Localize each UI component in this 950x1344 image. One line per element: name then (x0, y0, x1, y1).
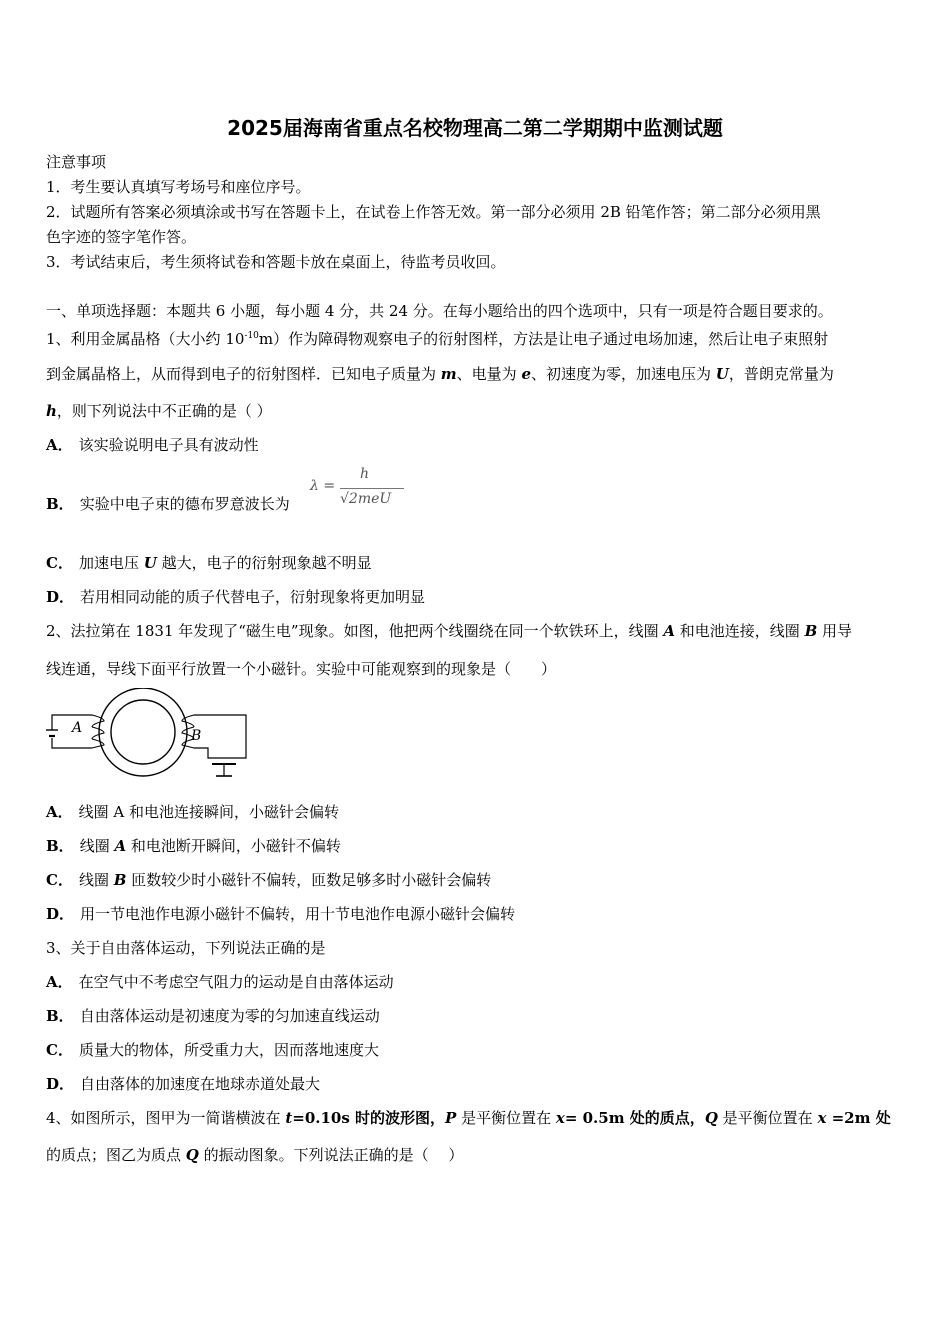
q3-option-d[interactable] (46, 1074, 320, 1094)
var-h: h (46, 402, 57, 420)
var-B: B (113, 871, 127, 889)
notice-item-1: 1．考生要认真填写考场号和座位序号。 (46, 178, 311, 196)
q3-option-b[interactable] (46, 1006, 380, 1026)
q4-stem-line2 (46, 1145, 463, 1165)
var-x: x (817, 1109, 827, 1127)
notice-item-2-cont: 色字迹的签字笔作答。 (46, 228, 197, 246)
wire-b-bottom (194, 748, 230, 758)
var-e: e (521, 365, 531, 383)
option-key: A． (46, 803, 73, 821)
q1-text: m）作为障碍物观察电子的衍射图样，方法是让电子通过电场加速，然后让电子束照射 (258, 330, 829, 348)
q1-stem-line3 (46, 401, 272, 421)
notice-item-3: 3．考试结束后，考生须将试卷和答题卡放在桌面上，待监考员收回。 (46, 253, 506, 271)
option-text: 自由落体运动是初速度为零的匀加速直线运动 (79, 1007, 380, 1025)
q2-option-d[interactable] (46, 904, 515, 924)
notice-item-2: 2．试题所有答案必须填涂或书写在答题卡上，在试卷上作答无效。第一部分必须用 2B 铅笔作答；第二部分必须用黑 (46, 203, 821, 221)
q1-option-a[interactable] (46, 435, 259, 455)
coil-b-label: B (191, 728, 202, 744)
var-Q: Q (185, 1146, 199, 1164)
option-text: 质量大的物体，所受重力大，因而落地速度大 (78, 1041, 379, 1059)
section-heading: 一、单项选择题：本题共 6 小题，每小题 4 分，共 24 分。在每小题给出的四个选项中，只有一项是符合题目要求的。 (46, 302, 833, 320)
var-t: t (285, 1109, 293, 1127)
option-key: C． (46, 871, 73, 889)
option-text: 线圈 A 和电池连接瞬间，小磁针会偏转 (78, 803, 340, 821)
option-key: B． (46, 837, 74, 855)
option-key: C． (46, 554, 73, 572)
q1-exponent: -10 (244, 331, 259, 341)
q4-text: = 0.5m 处的质点， (564, 1109, 705, 1127)
var-A: A (114, 837, 127, 855)
option-key: C． (46, 1041, 73, 1059)
wire-b-right (194, 715, 246, 758)
wavelength-formula (310, 466, 410, 516)
q1-option-d[interactable] (46, 587, 425, 607)
option-key: B． (46, 1007, 74, 1025)
option-text: 在空气中不考虑空气阻力的运动是自由落体运动 (78, 973, 394, 991)
q2-text: 2、法拉第在 1831 年发现了“磁生电”现象。如图，他把两个线圈绕在同一个软铁环上，线圈 (46, 622, 664, 640)
q4-text: 的质点；图乙为质点 (46, 1146, 186, 1164)
iron-ring-inner (111, 700, 175, 764)
q1-text: 、电量为 (456, 365, 522, 383)
option-text: 自由落体的加速度在地球赤道处最大 (80, 1075, 321, 1093)
var-x: x (555, 1109, 565, 1127)
q2-stem-line2: 线连通，导线下面平行放置一个小磁针。实验中可能观察到的现象是（ ） (46, 660, 557, 678)
option-text: 匝数较少时小磁针不偏转，匝数足够多时小磁针会偏转 (126, 871, 492, 889)
var-Q: Q (704, 1109, 718, 1127)
q2-text: 用导 (817, 622, 853, 640)
coil-a-label: A (72, 720, 83, 736)
option-text: 线圈 (78, 871, 114, 889)
option-key: D． (46, 588, 75, 606)
q1-stem-line1 (46, 326, 828, 349)
faraday-ring-diagram (44, 688, 254, 784)
q1-text: ，普朗克常量为 (728, 365, 834, 383)
q2-text: 和电池连接，线圈 (675, 622, 805, 640)
option-text: 用一节电池作电源小磁针不偏转，用十节电池作电源小磁针会偏转 (80, 905, 516, 923)
var-U: U (715, 365, 729, 383)
q1-text: 1、利用金属晶格（大小约 10 (46, 330, 245, 348)
var-B: B (804, 622, 818, 640)
option-text: 越大，电子的衍射现象越不明显 (156, 554, 372, 572)
wire-a-bottom (52, 738, 92, 748)
option-key: B． (46, 495, 74, 513)
q2-option-b[interactable] (46, 836, 341, 856)
q4-text: 的振动图象。下列说法正确的是（ ） (198, 1146, 464, 1164)
q2-stem-line1 (46, 621, 852, 641)
q4-text: 4、如图所示，图甲为一简谐横波在 (46, 1109, 286, 1127)
option-key: A． (46, 973, 73, 991)
page-title: 2025届海南省重点名校物理高二第二学期期中监测试题 (227, 116, 723, 140)
q1-text: 到金属晶格上，从而得到电子的衍射图样．已知电子质量为 (46, 365, 441, 383)
q1-stem-line2 (46, 364, 834, 384)
option-text: 线圈 (79, 837, 115, 855)
var-P: P (445, 1109, 457, 1127)
notice-heading: 注意事项 (46, 153, 107, 171)
q1-text: ，则下列说法中不正确的是（ ） (56, 402, 272, 420)
q4-text: =2m 处 (826, 1109, 891, 1127)
coil-a-windings (92, 715, 104, 748)
iron-ring-outer (99, 688, 187, 776)
option-text: 若用相同动能的质子代替电子，衍射现象将更加明显 (80, 588, 426, 606)
option-key: A． (46, 436, 73, 454)
q1-option-b[interactable] (46, 494, 290, 514)
formula-lhs: λ = (310, 478, 336, 494)
option-text: 实验中电子束的德布罗意波长为 (79, 495, 290, 513)
var-A: A (663, 622, 676, 640)
q1-text: 、初速度为零，加速电压为 (530, 365, 716, 383)
var-U: U (143, 554, 157, 572)
formula-numerator: h (360, 466, 370, 482)
option-key: D． (46, 905, 75, 923)
q2-option-a[interactable] (46, 802, 339, 822)
q1-option-c[interactable] (46, 553, 372, 573)
option-key: D． (46, 1075, 75, 1093)
option-text: 加速电压 (78, 554, 144, 572)
q3-option-a[interactable] (46, 972, 394, 992)
formula-denominator: √2meU (340, 491, 392, 507)
var-m: m (440, 365, 457, 383)
fraction-bar (340, 488, 404, 489)
option-text: 和电池断开瞬间，小磁针不偏转 (126, 837, 341, 855)
q4-text: =0.10s 时的波形图， (292, 1109, 446, 1127)
q3-option-c[interactable] (46, 1040, 379, 1060)
q4-text: 是平衡位置在 (717, 1109, 818, 1127)
q4-stem-line1 (46, 1108, 891, 1128)
option-text: 该实验说明电子具有波动性 (78, 436, 259, 454)
q2-option-c[interactable] (46, 870, 491, 890)
q3-stem: 3、关于自由落体运动，下列说法正确的是 (46, 939, 326, 957)
q4-text: 是平衡位置在 (456, 1109, 556, 1127)
